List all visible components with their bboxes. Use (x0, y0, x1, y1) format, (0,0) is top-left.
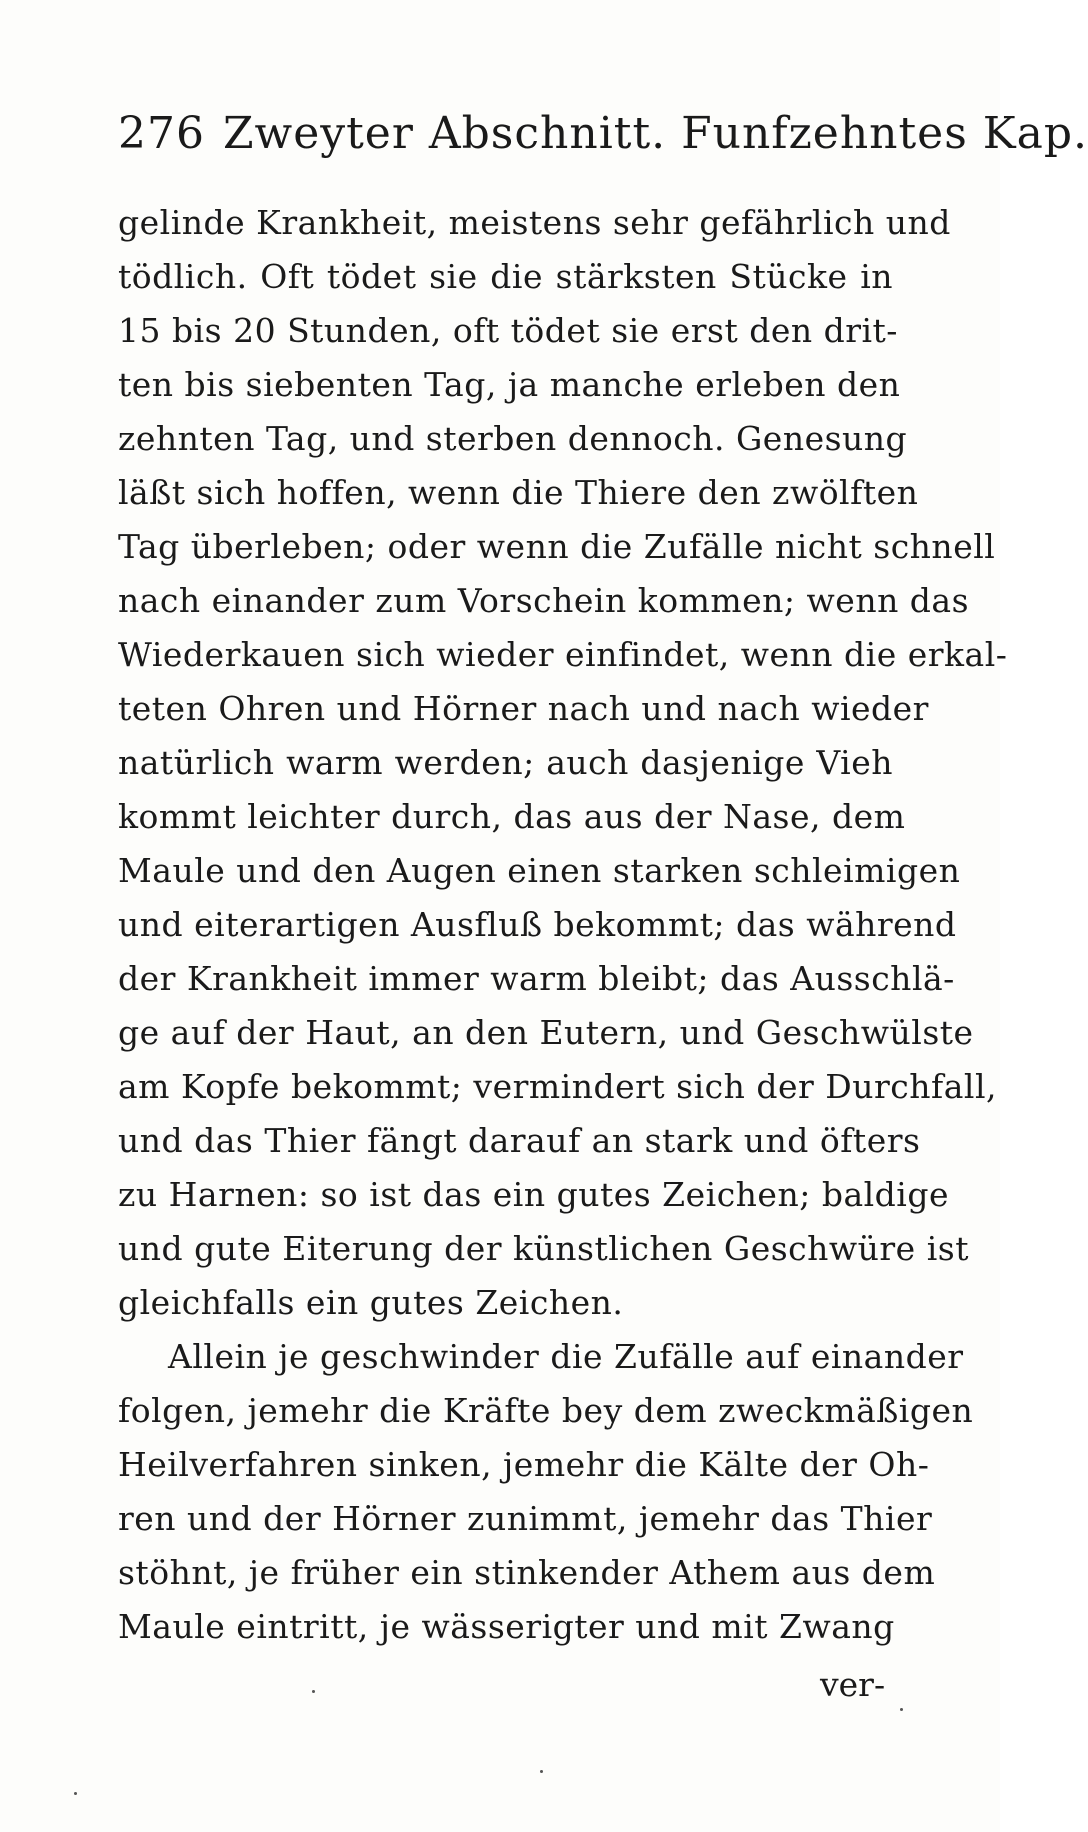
chapter-heading: Zweyter Abschnitt. Funfzehntes Kap. (222, 108, 1088, 159)
text-line: stöhnt, je früher ein stinkender Athem aus dem (118, 1553, 936, 1592)
text-line: der Krankheit immer warm bleibt; das Ausschlä- (118, 959, 955, 998)
text-line: folgen, jemehr die Kräfte bey dem zweckmäßigen (118, 1391, 974, 1430)
paragraph-first-line: Allein je geschwinder die Zufälle auf einander (168, 1337, 964, 1376)
page-number: 276 (118, 108, 205, 159)
text-line: gelinde Krankheit, meistens sehr gefährlich und (118, 203, 951, 242)
text-line: zehnten Tag, und sterben dennoch. Genesung (118, 419, 908, 458)
text-line: Maule eintritt, je wässerigter und mit Zwang (118, 1607, 895, 1646)
text-line: 15 bis 20 Stunden, oft tödet sie erst den drit- (118, 311, 898, 350)
paper-speck (312, 1690, 315, 1693)
text-line: Maule und den Augen einen starken schleimigen (118, 851, 961, 890)
paper-speck (900, 1708, 903, 1711)
text-line: läßt sich hoffen, wenn die Thiere den zwölften (118, 473, 919, 512)
text-line: tödlich. Oft tödet sie die stärksten Stücke in (118, 257, 893, 296)
text-line: ten bis siebenten Tag, ja manche erleben den (118, 365, 901, 404)
text-line: Wiederkauen sich wieder einfindet, wenn die erkal- (118, 635, 1008, 674)
body-text (118, 196, 1008, 1654)
catchword: ver- (820, 1665, 886, 1704)
text-line: und das Thier fängt darauf an stark und öfters (118, 1121, 921, 1160)
text-line: teten Ohren und Hörner nach und nach wieder (118, 689, 929, 728)
paper-speck (540, 1770, 543, 1773)
text-line: am Kopfe bekommt; vermindert sich der Durchfall, (118, 1067, 997, 1106)
text-line: zu Harnen: so ist das ein gutes Zeichen; baldige (118, 1175, 950, 1214)
text-line: gleichfalls ein gutes Zeichen. (118, 1283, 624, 1322)
text-line: ge auf der Haut, an den Eutern, und Geschwülste (118, 1013, 974, 1052)
text-line: natürlich warm werden; auch dasjenige Vieh (118, 743, 893, 782)
text-line: und gute Eiterung der künstlichen Geschwüre ist (118, 1229, 969, 1268)
text-line: und eiterartigen Ausfluß bekommt; das während (118, 905, 957, 944)
text-line: Heilverfahren sinken, jemehr die Kälte der Oh- (118, 1445, 930, 1484)
paper-speck (74, 1792, 77, 1795)
text-line: ren und der Hörner zunimmt, jemehr das Thier (118, 1499, 933, 1538)
running-head (118, 108, 1088, 159)
text-line: kommt leichter durch, das aus der Nase, dem (118, 797, 906, 836)
text-line: Tag überleben; oder wenn die Zufälle nicht schnell (118, 527, 996, 566)
text-line: nach einander zum Vorschein kommen; wenn das (118, 581, 970, 620)
